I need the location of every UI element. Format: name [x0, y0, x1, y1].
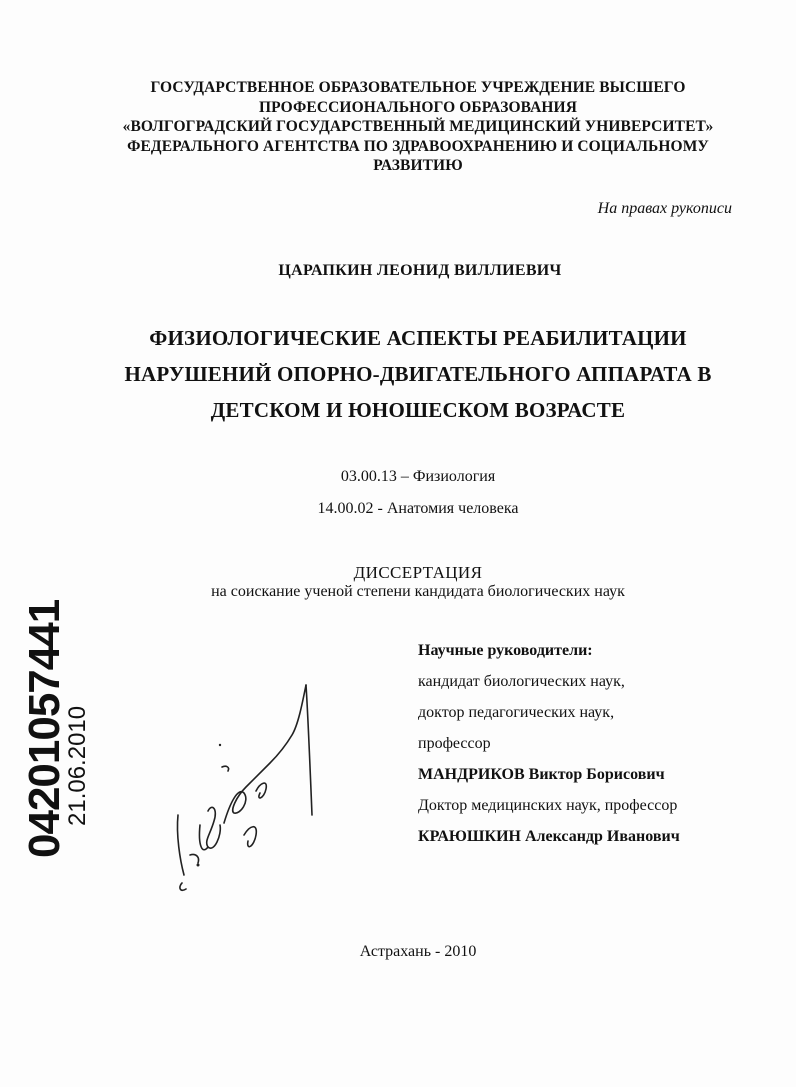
institution-line: «ВОЛГОГРАДСКИЙ ГОСУДАРСТВЕННЫЙ МЕДИЦИНСКИЙ УНИВЕРСИТЕТ»: [122, 118, 714, 135]
author-name: ЦАРАПКИН ЛЕОНИД ВИЛЛИЕВИЧ: [278, 262, 562, 279]
city-year: Астрахань - 2010: [359, 943, 477, 960]
dissertation-subtitle: на соискание ученой степени кандидата биологических наук: [211, 583, 625, 600]
supervisor-degree: кандидат биологических наук,: [418, 673, 625, 690]
supervisor-name: МАНДРИКОВ Виктор Борисович: [418, 766, 665, 783]
supervisor-degree: доктор педагогических наук,: [418, 704, 615, 721]
supervisor-name: КРАЮШКИН Александр Иванович: [418, 828, 680, 845]
title-line: ФИЗИОЛОГИЧЕСКИЕ АСПЕКТЫ РЕАБИЛИТАЦИИ: [149, 326, 687, 350]
institution-header: [60, 78, 776, 176]
library-stamp-number: 04201057441: [20, 599, 69, 858]
supervisor-degree: Доктор медицинских наук, профессор: [418, 797, 678, 814]
title-line: НАРУШЕНИЙ ОПОРНО-ДВИГАТЕЛЬНОГО АППАРАТА В: [124, 362, 712, 386]
specialty-code: 14.00.02 - Анатомия человека: [317, 500, 519, 517]
library-stamp-date: 21.06.2010: [64, 705, 91, 826]
title-line: ДЕТСКОМ И ЮНОШЕСКОМ ВОЗРАСТЕ: [210, 398, 626, 422]
supervisors-block: [418, 635, 680, 852]
specialty-code: 03.00.13 – Физиология: [340, 468, 496, 485]
institution-line: ГОСУДАРСТВЕННОЕ ОБРАЗОВАТЕЛЬНОЕ УЧРЕЖДЕНИЕ ВЫСШЕГО: [150, 79, 686, 96]
dissertation-title: [60, 320, 776, 428]
supervisors-heading: Научные руководители:: [418, 642, 593, 659]
dissertation-heading: ДИССЕРТАЦИЯ: [353, 563, 483, 582]
supervisor-title: профессор: [418, 735, 491, 752]
institution-line: ПРОФЕССИОНАЛЬНОГО ОБРАЗОВАНИЯ: [259, 98, 577, 116]
institution-line: РАЗВИТИЮ: [373, 157, 463, 174]
manuscript-rights-note: На правах рукописи: [597, 200, 732, 217]
handwritten-signature-icon: [160, 675, 330, 900]
institution-line: ФЕДЕРАЛЬНОГО АГЕНТСТВА ПО ЗДРАВООХРАНЕНИЮ И СОЦИАЛЬНОМУ: [127, 137, 709, 155]
